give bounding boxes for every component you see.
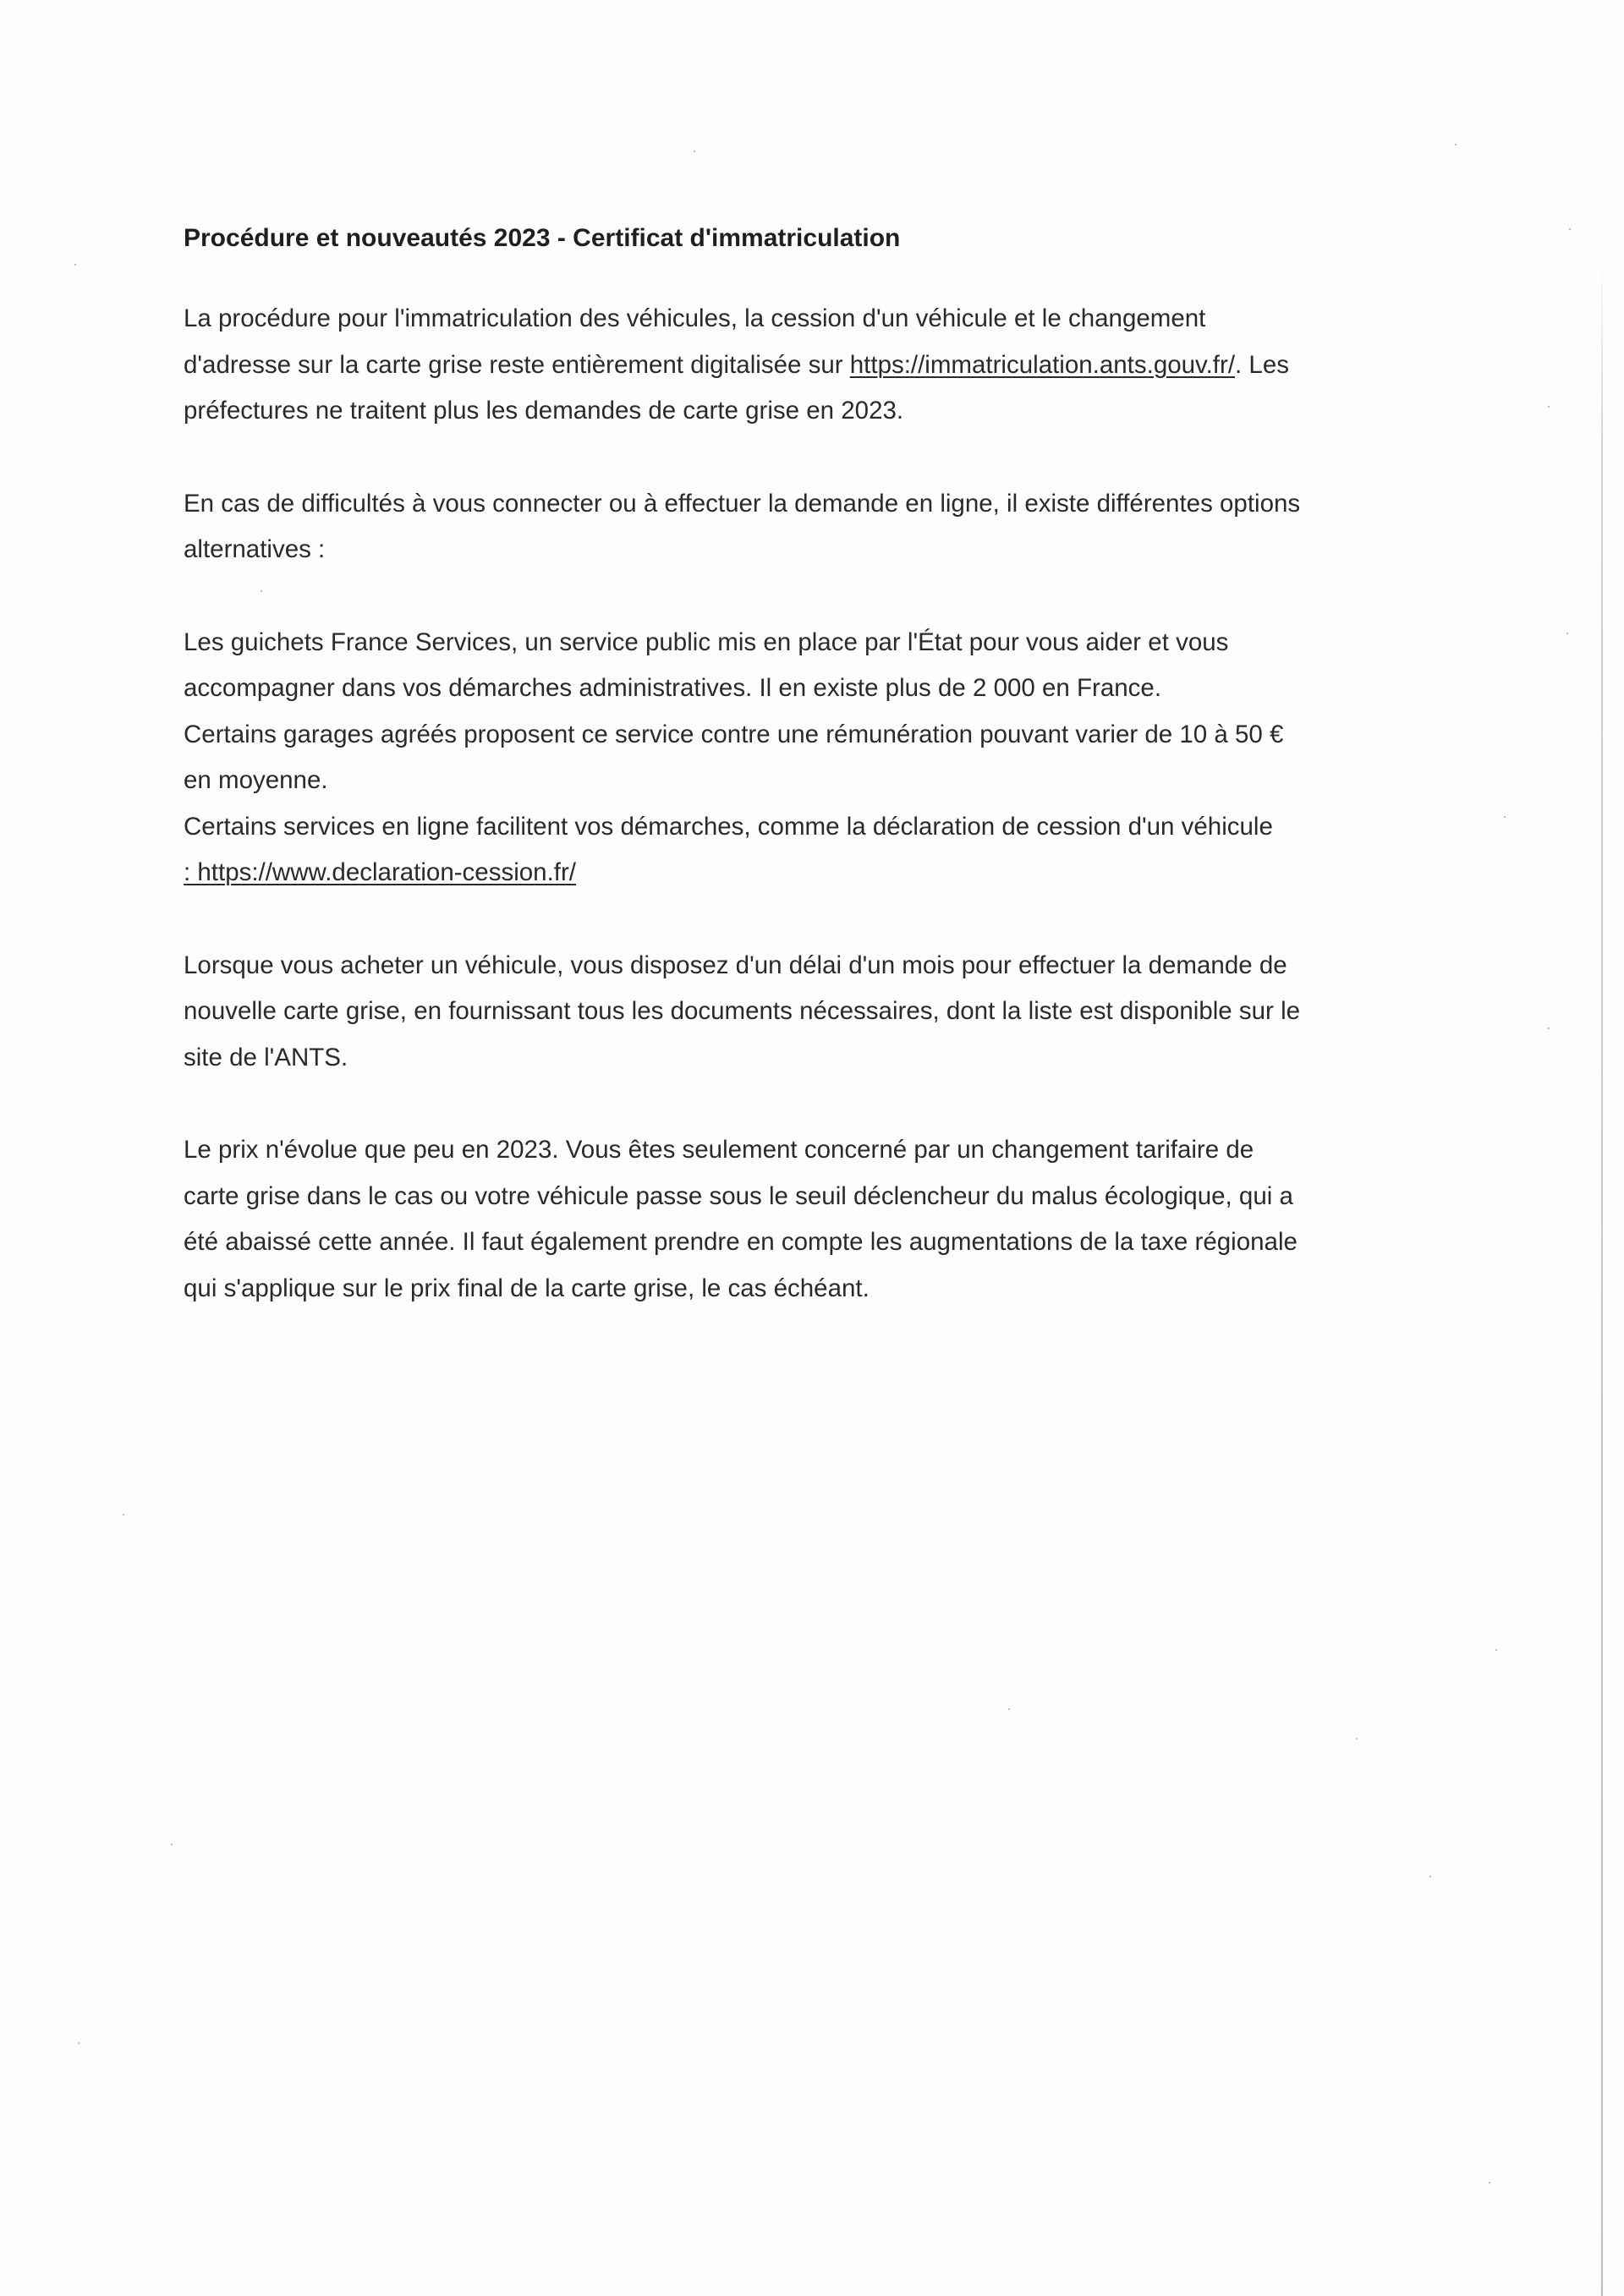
paragraph-procedure	[184, 296, 1427, 435]
scan-speck	[1495, 1649, 1497, 1651]
text-line: carte grise dans le cas ou votre véhicule passe sous le seuil déclencheur du malus écologique, qui a	[184, 1181, 1293, 1210]
text-line	[184, 342, 1427, 389]
scan-speck	[694, 151, 695, 152]
text-line: Certains garages agréés proposent ce service contre une rémunération pouvant varier de 10 à 50 €	[184, 720, 1284, 748]
text-line: été abaissé cette année. Il faut également prendre en compte les augmentations de la taxe régionale	[184, 1228, 1298, 1256]
paragraph-alternatives	[184, 620, 1427, 896]
scan-speck	[78, 2042, 80, 2044]
text-fragment: . Les	[1235, 350, 1289, 379]
text-line: qui s'applique sur le prix final de la carte grise, le cas échéant.	[184, 1274, 870, 1302]
scan-speck	[1489, 2182, 1490, 2184]
text-line: accompagner dans vos démarches administratives. Il en existe plus de 2 000 en France.	[184, 674, 1162, 702]
text-line: alternatives :	[184, 535, 326, 563]
ants-link[interactable]: https://immatriculation.ants.gouv.fr/	[849, 350, 1236, 379]
document-body	[184, 222, 1427, 1358]
page-title: Procédure et nouveautés 2023 - Certificat d'immatriculation	[184, 224, 901, 252]
paragraph-difficulties	[184, 481, 1427, 573]
text-line: Lorsque vous acheter un véhicule, vous disposez d'un délai d'un mois pour effectuer la demande de	[184, 951, 1287, 979]
scan-speck	[1429, 1876, 1431, 1877]
scan-speck	[1008, 1708, 1010, 1710]
scan-speck	[1569, 228, 1571, 230]
declaration-cession-link[interactable]: : https://www.declaration-cession.fr/	[184, 858, 576, 886]
text-line: préfectures ne traitent plus les demandes de carte grise en 2023.	[184, 397, 904, 425]
scan-speck	[123, 1514, 124, 1515]
text-line: Les guichets France Services, un service public mis en place par l'État pour vous aider et vous	[184, 627, 1229, 656]
scan-speck	[1548, 1027, 1550, 1029]
text-line	[184, 850, 1427, 896]
scan-speck	[1504, 816, 1506, 818]
text-line: Certains services en ligne facilitent vos démarches, comme la déclaration de cession d'un véhicule	[184, 812, 1273, 841]
paragraph-purchase	[184, 943, 1427, 1082]
scan-speck	[1356, 1738, 1358, 1740]
paragraph-price	[184, 1127, 1427, 1312]
scan-speck	[1548, 406, 1550, 408]
text-line: En cas de difficultés à vous connecter ou à effectuer la demande en ligne, il existe différentes options	[184, 489, 1301, 518]
scan-speck	[74, 264, 76, 266]
scan-edge-line	[1601, 254, 1603, 2296]
scan-speck	[1455, 144, 1457, 145]
text-fragment: d'adresse sur la carte grise reste entièrement digitalisée sur	[184, 350, 850, 379]
text-line: nouvelle carte grise, en fournissant tous les documents nécessaires, dont la liste est disponible sur le	[184, 997, 1301, 1025]
text-line: La procédure pour l'immatriculation des véhicules, la cession d'un véhicule et le changement	[184, 304, 1206, 332]
scan-speck	[1566, 633, 1568, 634]
scan-speck	[171, 1844, 173, 1845]
text-line: en moyenne.	[184, 766, 328, 794]
scan-speck	[261, 590, 262, 592]
text-line: site de l'ANTS.	[184, 1043, 348, 1071]
text-line: Le prix n'évolue que peu en 2023. Vous êtes seulement concerné par un changement tarifaire de	[184, 1136, 1254, 1164]
